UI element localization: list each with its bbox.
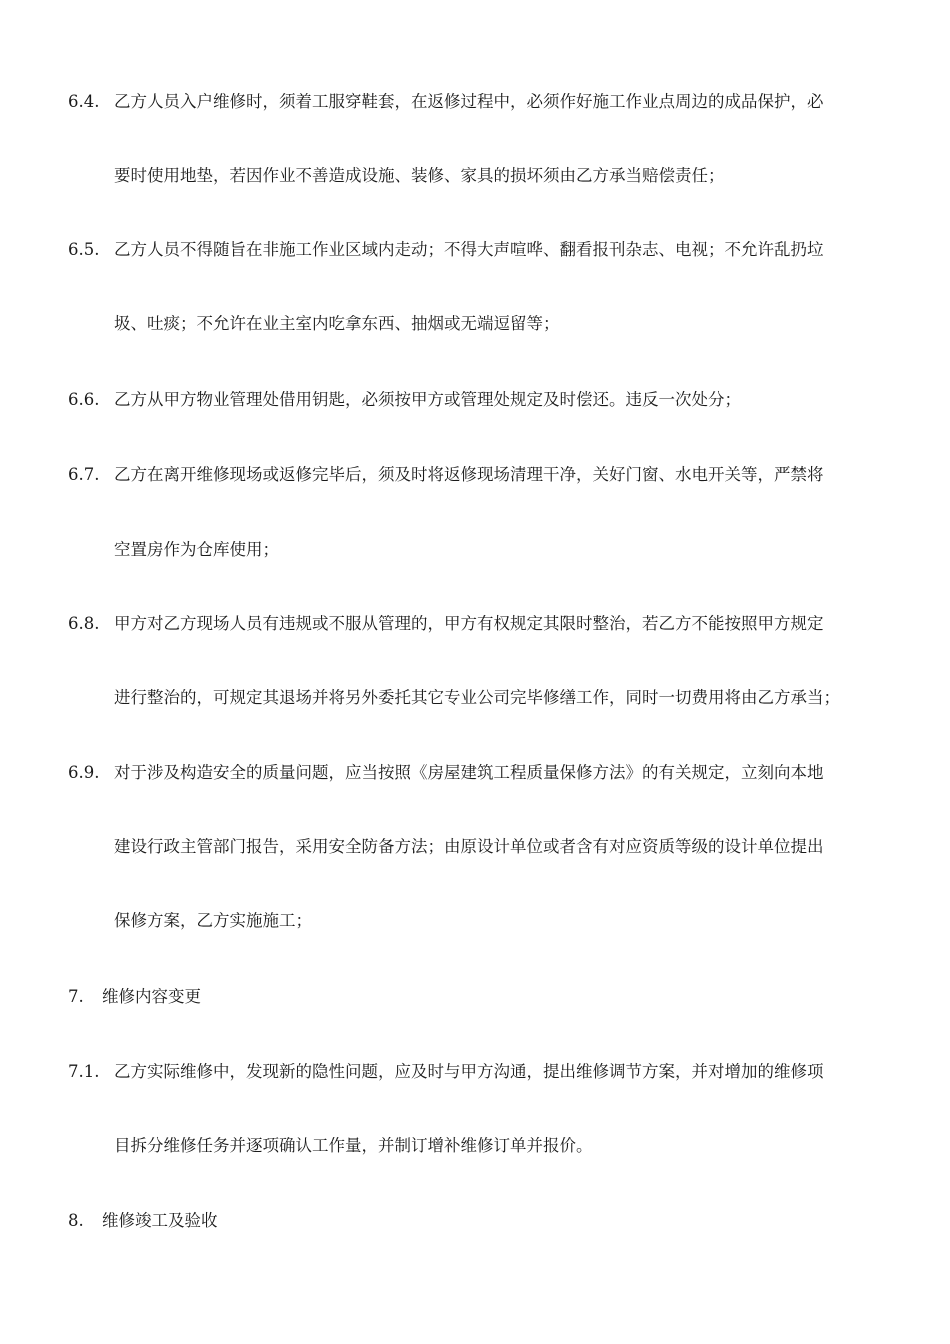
clause-number: 6.9. <box>68 763 100 782</box>
section-title: 维修内容变更 <box>102 987 201 1006</box>
clause-text: 建设行政主管部门报告，采用安全防备方法；由原设计单位或者含有对应资质等级的设计单位提出 <box>114 837 824 856</box>
clause-text: 对于涉及构造安全的质量问题，应当按照《房屋建筑工程质量保修方法》的有关规定，立刻向本地 <box>114 763 824 782</box>
clause-number: 6.7. <box>68 465 100 484</box>
clause-number: 6.4. <box>68 92 100 111</box>
section-title: 维修竣工及验收 <box>102 1211 218 1230</box>
clause-text: 乙方从甲方物业管理处借用钥匙，必须按甲方或管理处规定及时偿还。违反一次处分； <box>114 390 741 409</box>
clause-text: 进行整治的，可规定其退场并将另外委托其它专业公司完毕修缮工作，同时一切费用将由乙方承当； <box>114 688 840 707</box>
clause-text: 要时使用地垫，若因作业不善造成设施、装修、家具的损坏须由乙方承当赔偿责任； <box>114 166 725 185</box>
clause-text: 目拆分维修任务并逐项确认工作量，并制订增补维修订单并报价。 <box>114 1136 593 1155</box>
clause-text: 圾、吐痰；不允许在业主室内吃拿东西、抽烟或无端逗留等； <box>114 314 560 333</box>
clause-text: 保修方案，乙方实施施工； <box>114 911 312 930</box>
clause-text: 乙方在离开维修现场或返修完毕后，须及时将返修现场清理干净，关好门窗、水电开关等，严禁将 <box>114 465 824 484</box>
clause-text: 乙方人员不得随旨在非施工作业区域内走动；不得大声喧哗、翻看报刊杂志、电视；不允许乱扔垃 <box>114 240 824 259</box>
clause-text: 乙方人员入户维修时，须着工服穿鞋套，在返修过程中，必须作好施工作业点周边的成品保护，必 <box>114 92 824 111</box>
clause-number: 7.1. <box>68 1062 100 1081</box>
section-number: 7. <box>68 987 84 1006</box>
clause-number: 6.6. <box>68 390 100 409</box>
clause-text: 乙方实际维修中，发现新的隐性问题，应及时与甲方沟通，提出维修调节方案，并对增加的维修项 <box>114 1062 824 1081</box>
clause-number: 6.5. <box>68 240 100 259</box>
clause-text: 甲方对乙方现场人员有违规或不服从管理的，甲方有权规定其限时整治，若乙方不能按照甲方规定 <box>114 614 824 633</box>
section-number: 8. <box>68 1211 84 1230</box>
clause-text: 空置房作为仓库使用； <box>114 540 279 559</box>
clause-number: 6.8. <box>68 614 100 633</box>
